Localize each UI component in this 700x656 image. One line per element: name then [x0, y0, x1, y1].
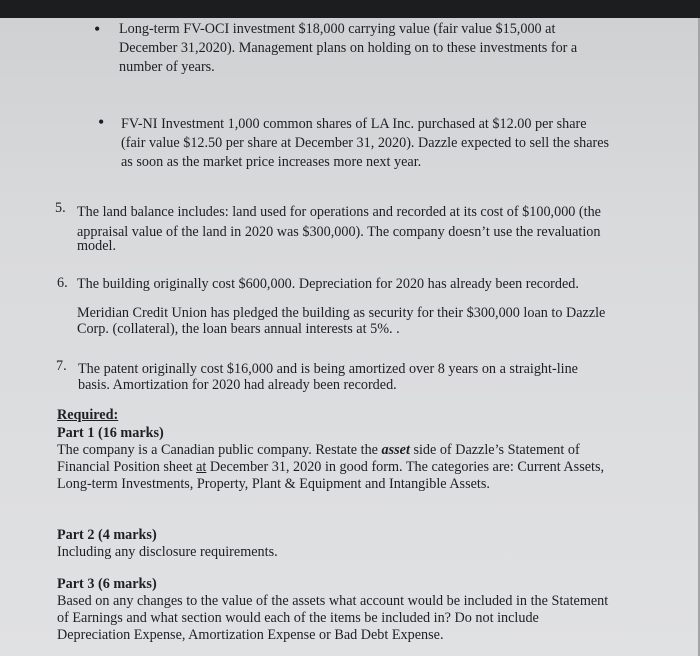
part-3-title: Part 3 (6 marks): [57, 576, 157, 592]
item-number: 6.: [57, 275, 68, 291]
item-6-line-1: The building originally cost $600,000. Depreciation for 2020 has already been recorded.: [77, 276, 579, 292]
item-5-line-2: appraisal value of the land in 2020 was $300,000). The company doesn’t use the revaluation: [77, 224, 601, 240]
part-1-line-2-end: December 31, 2020 in good form. The categories are: Current Assets,: [206, 459, 605, 475]
part-2-line-1: Including any disclosure requirements.: [57, 544, 278, 560]
item-5-line-1: The land balance includes: land used for operations and recorded at its cost of $100,000 (the: [77, 204, 601, 220]
item-7-line-2: basis. Amortization for 2020 had already been recorded.: [78, 377, 397, 393]
bullet-1-line-1: Long-term FV-OCI investment $18,000 carrying value (fair value $15,000 at: [119, 21, 556, 37]
required-heading: Required:: [57, 407, 119, 423]
asset-emphasis: asset: [381, 442, 410, 458]
part-1-line-1-start: The company is a Canadian public company. Restate the: [57, 442, 382, 458]
bullet-2-line-2: (fair value $12.50 per share at December 31, 2020). Dazzle expected to sell the shares: [121, 135, 610, 151]
underlined-at: at: [196, 459, 207, 475]
part-3-line-3: Depreciation Expense, Amortization Expense or Bad Debt Expense.: [57, 627, 444, 643]
bullet-1-line-2: December 31,2020). Management plans on holding on to these investments for a: [119, 40, 578, 56]
item-number: 7.: [56, 358, 67, 374]
part-1-line-3: Long-term Investments, Property, Plant & Equipment and Intangible Assets.: [57, 476, 490, 492]
bullet-2-line-3: as soon as the market price increases more next year.: [121, 154, 422, 170]
bullet-marker: •: [94, 19, 101, 39]
part-1-title: Part 1 (16 marks): [57, 425, 164, 441]
item-6-extra-line-1: Meridian Credit Union has pledged the building as security for their $300,000 loan to Dazzle: [77, 305, 606, 321]
part-3-line-1: Based on any changes to the value of the assets what account would be included in the Statement: [57, 593, 609, 609]
item-5-line-3: model.: [77, 238, 117, 254]
part-1-line-2-start: Financial Position sheet: [57, 459, 197, 475]
bullet-2-line-1: FV-NI Investment 1,000 common shares of LA Inc. purchased at $12.00 per share: [121, 116, 587, 132]
part-3-line-2: of Earnings and what section would each of the items be included in? Do not include: [57, 610, 539, 626]
part-1-line-1-end: side of Dazzle’s Statement of: [409, 442, 580, 458]
bullet-1-line-3: number of years.: [119, 59, 215, 75]
part-2-title: Part 2 (4 marks): [57, 527, 157, 543]
item-7-line-1: The patent originally cost $16,000 and is being amortized over 8 years on a straight-line: [78, 361, 578, 377]
item-number: 5.: [55, 200, 66, 216]
window-top-bar: [0, 0, 700, 18]
bullet-marker: •: [98, 112, 105, 132]
item-6-extra-line-2: Corp. (collateral), the loan bears annual interests at 5%. .: [77, 321, 400, 337]
